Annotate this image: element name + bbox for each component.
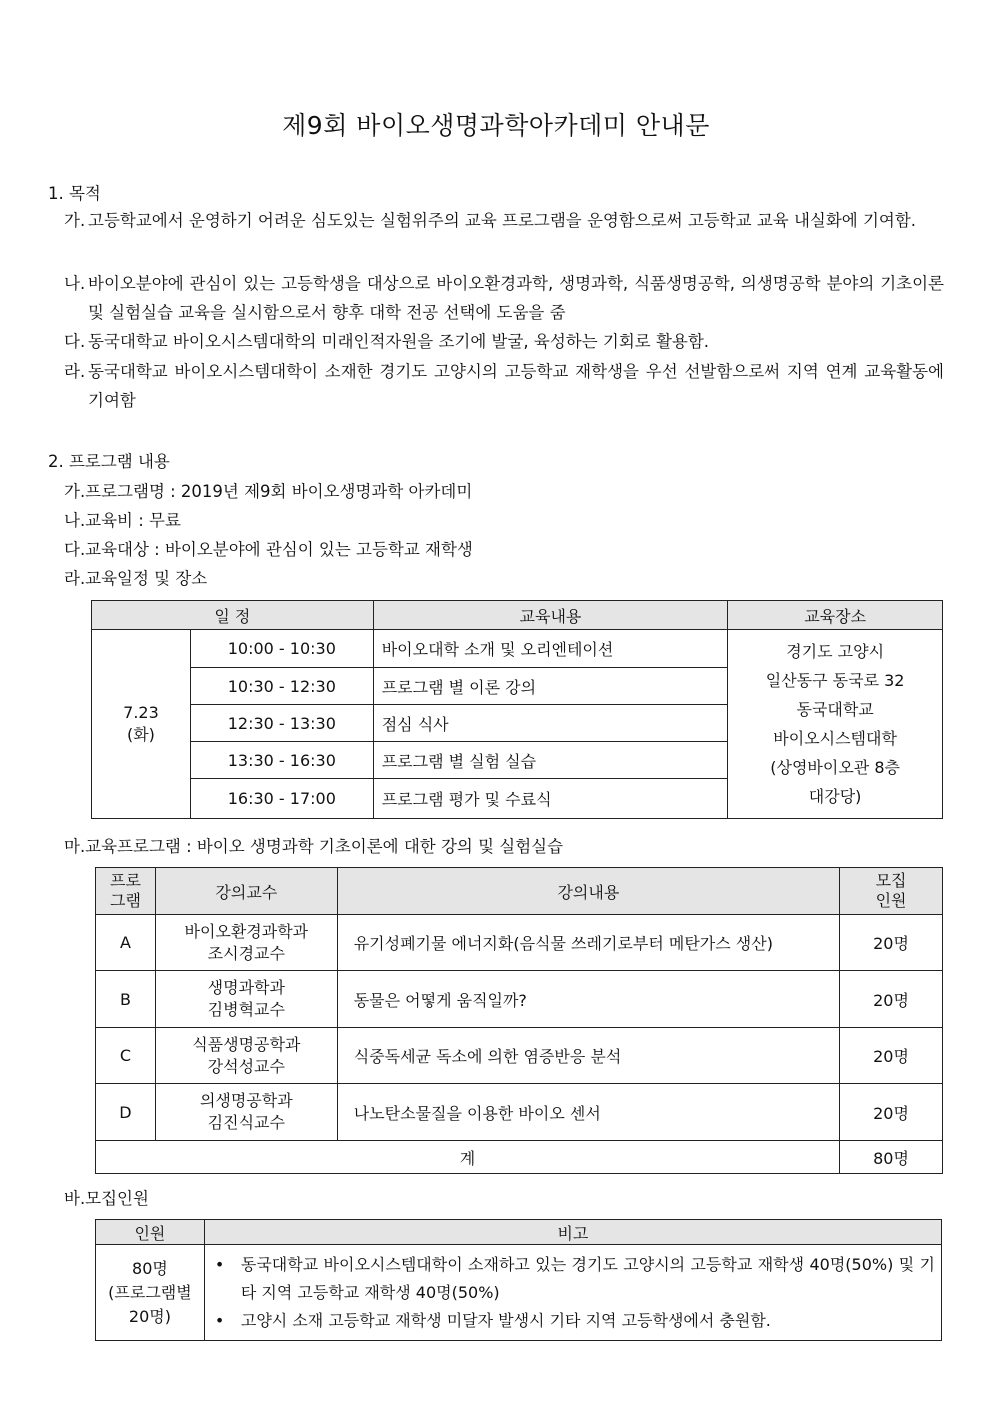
professor-name: 조시경교수 bbox=[207, 943, 285, 963]
capacity: 20명 bbox=[840, 971, 943, 1028]
schedule-date-weekday: (화) bbox=[126, 725, 155, 744]
purpose-item-ra bbox=[64, 357, 944, 415]
note-item: • 동국대학교 바이오시스템대학이 소재하고 있는 경기도 고양시의 고등학교 재학생 40명(50%) 및 기타 지역 고등학교 재학생 40명(50%) bbox=[205, 1251, 941, 1307]
recruit-table bbox=[95, 1219, 942, 1341]
program-id: A bbox=[96, 915, 156, 971]
header-line: 모집 bbox=[875, 871, 907, 890]
professor-cell bbox=[155, 1084, 337, 1141]
section-program-heading: 2. 프로그램 내용 bbox=[48, 452, 170, 471]
count-line: (프로그램별 bbox=[108, 1282, 192, 1302]
purpose-item-na bbox=[64, 269, 944, 327]
professor-name: 김진식교수 bbox=[207, 1113, 285, 1132]
place-line: 대강당) bbox=[808, 787, 862, 806]
item-text: 동국대학교 바이오시스템대학이 소재한 경기도 고양시의 고등학교 재학생을 우선 선발함으로써 지역 연계 교육활동에 기여함 bbox=[88, 362, 944, 410]
schedule-heading: 라.교육일정 및 장소 bbox=[64, 569, 208, 588]
lecture-content: 유기성폐기물 에너지화(음식물 쓰레기로부터 메탄가스 생산) bbox=[337, 915, 839, 971]
curriculum-header-content: 강의내용 bbox=[337, 868, 839, 915]
schedule-content: 점심 식사 bbox=[373, 705, 728, 742]
curriculum-header-capacity bbox=[840, 868, 943, 915]
professor-dept: 의생명공학과 bbox=[199, 1091, 293, 1110]
schedule-time: 10:30 - 12:30 bbox=[190, 668, 373, 705]
curriculum-heading: 마.교육프로그램 : 바이오 생명과학 기초이론에 대한 강의 및 실험실습 bbox=[64, 837, 564, 856]
schedule-header-date: 일 정 bbox=[92, 601, 374, 630]
header-line: 그램 bbox=[110, 891, 141, 910]
capacity: 20명 bbox=[840, 1028, 943, 1084]
note-item: • 고양시 소재 고등학교 재학생 미달자 발생시 기타 지역 고등학생에서 충원함. bbox=[205, 1307, 941, 1335]
professor-dept: 생명과학과 bbox=[207, 978, 285, 997]
program-name: 가.프로그램명 : 2019년 제9회 바이오생명과학 아카데미 bbox=[64, 482, 473, 501]
program-id: C bbox=[96, 1028, 156, 1084]
total-label: 계 bbox=[96, 1141, 840, 1174]
schedule-content: 프로그램 평가 및 수료식 bbox=[373, 779, 728, 819]
recruit-count bbox=[96, 1245, 205, 1341]
schedule-header-content: 교육내용 bbox=[373, 601, 728, 630]
item-marker: 다. bbox=[64, 332, 86, 351]
schedule-time: 10:00 - 10:30 bbox=[190, 630, 373, 668]
place-line: 일산동구 동국로 32 bbox=[765, 671, 905, 690]
item-text: 고등학교에서 운영하기 어려운 심도있는 실험위주의 교육 프로그램을 운영함으로써 고등학교 교육 내실화에 기여함. bbox=[88, 211, 917, 230]
schedule-time: 16:30 - 17:00 bbox=[190, 779, 373, 819]
item-text: 동국대학교 바이오시스템대학의 미래인적자원을 조기에 발굴, 육성하는 기회로 활용함. bbox=[88, 332, 710, 351]
purpose-item-da bbox=[64, 327, 944, 356]
count-line: 80명 bbox=[132, 1258, 168, 1278]
item-marker: 라. bbox=[64, 362, 86, 381]
schedule-time: 13:30 - 16:30 bbox=[190, 742, 373, 779]
lecture-content: 나노탄소물질을 이용한 바이오 센서 bbox=[337, 1084, 839, 1141]
place-line: 경기도 고양시 bbox=[786, 642, 885, 661]
schedule-header-place: 교육장소 bbox=[728, 601, 943, 630]
capacity: 20명 bbox=[840, 1084, 943, 1141]
item-marker: 나. bbox=[64, 274, 86, 293]
item-marker: 가. bbox=[64, 211, 86, 230]
curriculum-header-professor: 강의교수 bbox=[155, 868, 337, 915]
place-line: 동국대학교 bbox=[796, 700, 874, 719]
lecture-content: 식중독세균 독소에 의한 염증반응 분석 bbox=[337, 1028, 839, 1084]
recruit-heading: 바.모집인원 bbox=[64, 1189, 149, 1208]
program-id: B bbox=[96, 971, 156, 1028]
professor-cell bbox=[155, 971, 337, 1028]
count-line: 20명) bbox=[128, 1306, 171, 1326]
place-line: (상영바이오관 8층 bbox=[770, 758, 900, 777]
program-target: 다.교육대상 : 바이오분야에 관심이 있는 고등학교 재학생 bbox=[64, 540, 473, 559]
schedule-date bbox=[92, 630, 191, 819]
page-title: 제9회 바이오생명과학아카데미 안내문 bbox=[282, 111, 710, 140]
schedule-content: 바이오대학 소개 및 오리엔테이션 bbox=[373, 630, 728, 668]
schedule-content: 프로그램 별 이론 강의 bbox=[373, 668, 728, 705]
professor-dept: 바이오환경과학과 bbox=[184, 921, 309, 941]
recruit-notes bbox=[204, 1245, 941, 1341]
schedule-table bbox=[91, 600, 943, 819]
header-line: 인원 bbox=[875, 891, 907, 910]
professor-name: 김병혁교수 bbox=[207, 1000, 285, 1019]
curriculum-header-program bbox=[96, 868, 156, 915]
total-count: 80명 bbox=[840, 1141, 943, 1174]
notes-list bbox=[205, 1251, 941, 1335]
section-purpose-heading: 1. 목적 bbox=[48, 184, 101, 203]
recruit-header-note: 비고 bbox=[204, 1220, 941, 1245]
recruit-header-count: 인원 bbox=[96, 1220, 205, 1245]
purpose-item-ga bbox=[64, 206, 944, 235]
capacity: 20명 bbox=[840, 915, 943, 971]
professor-name: 강석성교수 bbox=[207, 1056, 285, 1076]
professor-dept: 식품생명공학과 bbox=[192, 1034, 301, 1054]
place-line: 바이오시스템대학 bbox=[773, 729, 897, 748]
program-fee: 나.교육비 : 무료 bbox=[64, 511, 181, 530]
header-line: 프로 bbox=[110, 871, 141, 890]
curriculum-table bbox=[95, 867, 943, 1174]
schedule-content: 프로그램 별 실험 실습 bbox=[373, 742, 728, 779]
schedule-time: 12:30 - 13:30 bbox=[190, 705, 373, 742]
schedule-date-day: 7.23 bbox=[123, 703, 159, 722]
lecture-content: 동물은 어떻게 움직일까? bbox=[337, 971, 839, 1028]
program-id: D bbox=[96, 1084, 156, 1141]
schedule-place bbox=[728, 630, 943, 819]
professor-cell bbox=[155, 1028, 337, 1084]
item-text: 바이오분야에 관심이 있는 고등학생을 대상으로 바이오환경과학, 생명과학, 식품생명공학, 의생명공학 분야의 기초이론 및 실험실습 교육을 실시함으로서 향후 대학 전공 선택에 도움을 줌 bbox=[88, 274, 944, 322]
professor-cell bbox=[155, 915, 337, 971]
